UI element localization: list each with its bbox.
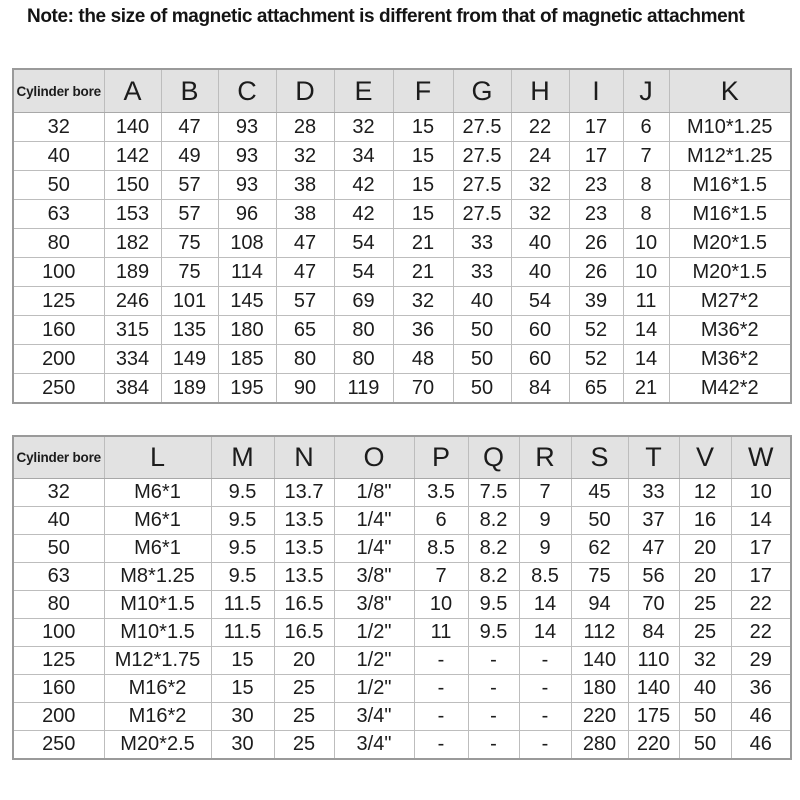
value-cell: 14 — [519, 619, 571, 647]
value-cell: 7 — [623, 142, 669, 171]
value-cell: 96 — [218, 200, 276, 229]
value-cell: 101 — [161, 287, 218, 316]
value-cell: 3/8" — [334, 591, 414, 619]
value-cell: 22 — [731, 619, 791, 647]
value-cell: 94 — [571, 591, 628, 619]
column-header-p: P — [414, 436, 468, 479]
value-cell: M10*1.5 — [104, 591, 211, 619]
value-cell: 142 — [104, 142, 161, 171]
value-cell: 1/4" — [334, 535, 414, 563]
value-cell: 175 — [628, 703, 679, 731]
value-cell: 40 — [511, 229, 569, 258]
column-header-t: T — [628, 436, 679, 479]
value-cell: M42*2 — [669, 374, 791, 404]
value-cell: 90 — [276, 374, 334, 404]
value-cell: - — [468, 675, 519, 703]
value-cell: 50 — [679, 731, 731, 760]
value-cell: 27.5 — [453, 200, 511, 229]
value-cell: 50 — [453, 316, 511, 345]
value-cell: 8.5 — [414, 535, 468, 563]
column-header-l: L — [104, 436, 211, 479]
value-cell: 10 — [731, 479, 791, 507]
value-cell: 27.5 — [453, 171, 511, 200]
bore-cell: 200 — [13, 703, 104, 731]
value-cell: 80 — [334, 345, 393, 374]
value-cell: - — [468, 647, 519, 675]
bore-cell: 32 — [13, 113, 104, 142]
value-cell: 30 — [211, 703, 274, 731]
value-cell: 75 — [161, 258, 218, 287]
value-cell: M16*1.5 — [669, 200, 791, 229]
value-cell: 25 — [679, 619, 731, 647]
column-header-h: H — [511, 69, 569, 113]
value-cell: 334 — [104, 345, 161, 374]
value-cell: 38 — [276, 200, 334, 229]
value-cell: 54 — [334, 229, 393, 258]
value-cell: 28 — [276, 113, 334, 142]
table-row — [13, 229, 791, 258]
bore-cell: 200 — [13, 345, 104, 374]
column-header-w: W — [731, 436, 791, 479]
column-header-i: I — [569, 69, 623, 113]
value-cell: 185 — [218, 345, 276, 374]
value-cell: 10 — [623, 229, 669, 258]
table-row — [13, 258, 791, 287]
value-cell: 46 — [731, 703, 791, 731]
value-cell: 32 — [679, 647, 731, 675]
value-cell: - — [468, 731, 519, 760]
value-cell: - — [414, 731, 468, 760]
bore-cell: 125 — [13, 287, 104, 316]
value-cell: 60 — [511, 316, 569, 345]
value-cell: 26 — [569, 229, 623, 258]
value-cell: 75 — [571, 563, 628, 591]
value-cell: 42 — [334, 171, 393, 200]
value-cell: 22 — [731, 591, 791, 619]
value-cell: 1/2" — [334, 647, 414, 675]
value-cell: 20 — [274, 647, 334, 675]
table-row — [13, 675, 791, 703]
value-cell: 33 — [453, 258, 511, 287]
value-cell: 7.5 — [468, 479, 519, 507]
value-cell: 62 — [571, 535, 628, 563]
value-cell: - — [519, 703, 571, 731]
value-cell: M16*2 — [104, 675, 211, 703]
value-cell: 180 — [218, 316, 276, 345]
column-header-c: C — [218, 69, 276, 113]
value-cell: 57 — [276, 287, 334, 316]
bore-cell: 40 — [13, 507, 104, 535]
value-cell: 37 — [628, 507, 679, 535]
value-cell: 26 — [569, 258, 623, 287]
value-cell: M20*1.5 — [669, 229, 791, 258]
value-cell: M16*2 — [104, 703, 211, 731]
value-cell: M10*1.25 — [669, 113, 791, 142]
value-cell: - — [414, 675, 468, 703]
value-cell: 14 — [623, 345, 669, 374]
value-cell: 32 — [393, 287, 453, 316]
value-cell: 9 — [519, 535, 571, 563]
value-cell: 17 — [731, 535, 791, 563]
value-cell: - — [414, 647, 468, 675]
value-cell: 16 — [679, 507, 731, 535]
value-cell: 39 — [569, 287, 623, 316]
value-cell: 10 — [414, 591, 468, 619]
bore-cell: 250 — [13, 374, 104, 404]
table-row — [13, 647, 791, 675]
value-cell: 9.5 — [211, 507, 274, 535]
value-cell: 189 — [161, 374, 218, 404]
value-cell: 246 — [104, 287, 161, 316]
value-cell: 57 — [161, 200, 218, 229]
value-cell: 315 — [104, 316, 161, 345]
value-cell: 8 — [623, 200, 669, 229]
value-cell: 36 — [393, 316, 453, 345]
value-cell: 13.5 — [274, 507, 334, 535]
bore-cell: 63 — [13, 563, 104, 591]
value-cell: 29 — [731, 647, 791, 675]
column-header-f: F — [393, 69, 453, 113]
value-cell: 11 — [414, 619, 468, 647]
value-cell: 135 — [161, 316, 218, 345]
value-cell: 65 — [276, 316, 334, 345]
value-cell: 11.5 — [211, 591, 274, 619]
value-cell: 50 — [453, 345, 511, 374]
column-header-o: O — [334, 436, 414, 479]
value-cell: - — [468, 703, 519, 731]
value-cell: 21 — [393, 229, 453, 258]
value-cell: 13.5 — [274, 535, 334, 563]
value-cell: 32 — [511, 171, 569, 200]
value-cell: 15 — [211, 675, 274, 703]
bore-cell: 50 — [13, 171, 104, 200]
value-cell: M27*2 — [669, 287, 791, 316]
value-cell: 110 — [628, 647, 679, 675]
value-cell: 11 — [623, 287, 669, 316]
value-cell: 3/4" — [334, 731, 414, 760]
value-cell: 56 — [628, 563, 679, 591]
value-cell: 15 — [393, 142, 453, 171]
value-cell: 33 — [453, 229, 511, 258]
value-cell: 189 — [104, 258, 161, 287]
value-cell: 36 — [731, 675, 791, 703]
value-cell: M36*2 — [669, 345, 791, 374]
value-cell: 27.5 — [453, 142, 511, 171]
value-cell: M6*1 — [104, 535, 211, 563]
bore-cell: 63 — [13, 200, 104, 229]
value-cell: 14 — [519, 591, 571, 619]
table-row — [13, 479, 791, 507]
value-cell: 17 — [569, 113, 623, 142]
value-cell: 40 — [511, 258, 569, 287]
value-cell: 23 — [569, 171, 623, 200]
header-row — [13, 436, 791, 479]
value-cell: 16.5 — [274, 619, 334, 647]
value-cell: M12*1.25 — [669, 142, 791, 171]
value-cell: 16.5 — [274, 591, 334, 619]
value-cell: 114 — [218, 258, 276, 287]
table-row — [13, 563, 791, 591]
value-cell: 47 — [161, 113, 218, 142]
table-row — [13, 200, 791, 229]
value-cell: 34 — [334, 142, 393, 171]
value-cell: 47 — [276, 258, 334, 287]
value-cell: 25 — [274, 703, 334, 731]
value-cell: 8.2 — [468, 535, 519, 563]
value-cell: 40 — [679, 675, 731, 703]
table-row — [13, 731, 791, 760]
value-cell: 49 — [161, 142, 218, 171]
value-cell: 27.5 — [453, 113, 511, 142]
value-cell: 182 — [104, 229, 161, 258]
value-cell: 6 — [414, 507, 468, 535]
bore-cell: 80 — [13, 229, 104, 258]
value-cell: 52 — [569, 316, 623, 345]
value-cell: M10*1.5 — [104, 619, 211, 647]
value-cell: 25 — [274, 675, 334, 703]
value-cell: 12 — [679, 479, 731, 507]
value-cell: 48 — [393, 345, 453, 374]
bore-cell: 32 — [13, 479, 104, 507]
value-cell: 15 — [393, 171, 453, 200]
value-cell: 8 — [623, 171, 669, 200]
value-cell: 17 — [569, 142, 623, 171]
value-cell: 119 — [334, 374, 393, 404]
value-cell: M6*1 — [104, 479, 211, 507]
value-cell: 3.5 — [414, 479, 468, 507]
value-cell: 21 — [623, 374, 669, 404]
column-header-q: Q — [468, 436, 519, 479]
value-cell: 70 — [393, 374, 453, 404]
value-cell: M20*1.5 — [669, 258, 791, 287]
value-cell: 57 — [161, 171, 218, 200]
value-cell: 13.7 — [274, 479, 334, 507]
value-cell: 180 — [571, 675, 628, 703]
value-cell: 17 — [731, 563, 791, 591]
value-cell: 54 — [334, 258, 393, 287]
value-cell: 23 — [569, 200, 623, 229]
value-cell: 50 — [453, 374, 511, 404]
value-cell: 60 — [511, 345, 569, 374]
value-cell: 3/4" — [334, 703, 414, 731]
column-header-d: D — [276, 69, 334, 113]
value-cell: 93 — [218, 113, 276, 142]
value-cell: 42 — [334, 200, 393, 229]
value-cell: 46 — [731, 731, 791, 760]
value-cell: 8.2 — [468, 563, 519, 591]
value-cell: 149 — [161, 345, 218, 374]
value-cell: 47 — [628, 535, 679, 563]
value-cell: 84 — [511, 374, 569, 404]
table-row — [13, 316, 791, 345]
column-header-cylinder-bore: Cylinder bore — [13, 436, 104, 479]
value-cell: 30 — [211, 731, 274, 760]
table-row — [13, 535, 791, 563]
value-cell: 140 — [628, 675, 679, 703]
value-cell: 14 — [731, 507, 791, 535]
table-row — [13, 142, 791, 171]
column-header-v: V — [679, 436, 731, 479]
value-cell: 220 — [628, 731, 679, 760]
value-cell: 1/2" — [334, 675, 414, 703]
value-cell: 33 — [628, 479, 679, 507]
table-row — [13, 507, 791, 535]
value-cell: 32 — [334, 113, 393, 142]
value-cell: 9.5 — [211, 535, 274, 563]
value-cell: 145 — [218, 287, 276, 316]
bore-cell: 125 — [13, 647, 104, 675]
value-cell: 153 — [104, 200, 161, 229]
value-cell: M6*1 — [104, 507, 211, 535]
value-cell: 20 — [679, 563, 731, 591]
value-cell: 1/8" — [334, 479, 414, 507]
column-header-g: G — [453, 69, 511, 113]
value-cell: 32 — [276, 142, 334, 171]
value-cell: 69 — [334, 287, 393, 316]
column-header-k: K — [669, 69, 791, 113]
column-header-r: R — [519, 436, 571, 479]
value-cell: 9.5 — [211, 563, 274, 591]
value-cell: 65 — [569, 374, 623, 404]
column-header-b: B — [161, 69, 218, 113]
value-cell: - — [519, 675, 571, 703]
value-cell: 25 — [274, 731, 334, 760]
value-cell: 7 — [414, 563, 468, 591]
dimensions-table-2 — [12, 435, 792, 760]
value-cell: 93 — [218, 171, 276, 200]
value-cell: 9.5 — [468, 619, 519, 647]
table-row — [13, 287, 791, 316]
bore-cell: 50 — [13, 535, 104, 563]
note-text: Note: the size of magnetic attachment is different from that of magnetic attachment — [27, 6, 745, 27]
value-cell: 84 — [628, 619, 679, 647]
value-cell: 150 — [104, 171, 161, 200]
value-cell: 32 — [511, 200, 569, 229]
value-cell: 195 — [218, 374, 276, 404]
value-cell: M16*1.5 — [669, 171, 791, 200]
column-header-j: J — [623, 69, 669, 113]
value-cell: 80 — [276, 345, 334, 374]
bore-cell: 40 — [13, 142, 104, 171]
value-cell: 112 — [571, 619, 628, 647]
value-cell: - — [414, 703, 468, 731]
value-cell: 45 — [571, 479, 628, 507]
value-cell: 20 — [679, 535, 731, 563]
value-cell: 80 — [334, 316, 393, 345]
bore-cell: 160 — [13, 675, 104, 703]
value-cell: 50 — [679, 703, 731, 731]
table-row — [13, 591, 791, 619]
value-cell: 75 — [161, 229, 218, 258]
dimensions-table-1 — [12, 68, 792, 404]
value-cell: 70 — [628, 591, 679, 619]
value-cell: 13.5 — [274, 563, 334, 591]
value-cell: 280 — [571, 731, 628, 760]
value-cell: 15 — [393, 113, 453, 142]
table-row — [13, 345, 791, 374]
value-cell: 47 — [276, 229, 334, 258]
bore-cell: 80 — [13, 591, 104, 619]
value-cell: 9.5 — [468, 591, 519, 619]
value-cell: 25 — [679, 591, 731, 619]
value-cell: M20*2.5 — [104, 731, 211, 760]
bore-cell: 100 — [13, 258, 104, 287]
value-cell: 50 — [571, 507, 628, 535]
value-cell: 24 — [511, 142, 569, 171]
table-row — [13, 619, 791, 647]
value-cell: 22 — [511, 113, 569, 142]
column-header-s: S — [571, 436, 628, 479]
column-header-e: E — [334, 69, 393, 113]
value-cell: 9 — [519, 507, 571, 535]
value-cell: 1/4" — [334, 507, 414, 535]
value-cell: 1/2" — [334, 619, 414, 647]
value-cell: 7 — [519, 479, 571, 507]
bore-cell: 250 — [13, 731, 104, 760]
header-row — [13, 69, 791, 113]
column-header-cylinder-bore: Cylinder bore — [13, 69, 104, 113]
value-cell: 15 — [393, 200, 453, 229]
value-cell: 21 — [393, 258, 453, 287]
value-cell: 8.2 — [468, 507, 519, 535]
table-row — [13, 171, 791, 200]
value-cell: - — [519, 647, 571, 675]
value-cell: 220 — [571, 703, 628, 731]
value-cell: 140 — [571, 647, 628, 675]
value-cell: M8*1.25 — [104, 563, 211, 591]
value-cell: 40 — [453, 287, 511, 316]
value-cell: M36*2 — [669, 316, 791, 345]
value-cell: 6 — [623, 113, 669, 142]
table-row — [13, 374, 791, 404]
table-row — [13, 703, 791, 731]
value-cell: - — [519, 731, 571, 760]
value-cell: 14 — [623, 316, 669, 345]
value-cell: 54 — [511, 287, 569, 316]
value-cell: M12*1.75 — [104, 647, 211, 675]
bore-cell: 100 — [13, 619, 104, 647]
value-cell: 11.5 — [211, 619, 274, 647]
value-cell: 10 — [623, 258, 669, 287]
table-row — [13, 113, 791, 142]
column-header-m: M — [211, 436, 274, 479]
value-cell: 93 — [218, 142, 276, 171]
value-cell: 52 — [569, 345, 623, 374]
value-cell: 140 — [104, 113, 161, 142]
value-cell: 8.5 — [519, 563, 571, 591]
value-cell: 3/8" — [334, 563, 414, 591]
value-cell: 384 — [104, 374, 161, 404]
value-cell: 108 — [218, 229, 276, 258]
column-header-n: N — [274, 436, 334, 479]
value-cell: 38 — [276, 171, 334, 200]
value-cell: 9.5 — [211, 479, 274, 507]
bore-cell: 160 — [13, 316, 104, 345]
value-cell: 15 — [211, 647, 274, 675]
column-header-a: A — [104, 69, 161, 113]
